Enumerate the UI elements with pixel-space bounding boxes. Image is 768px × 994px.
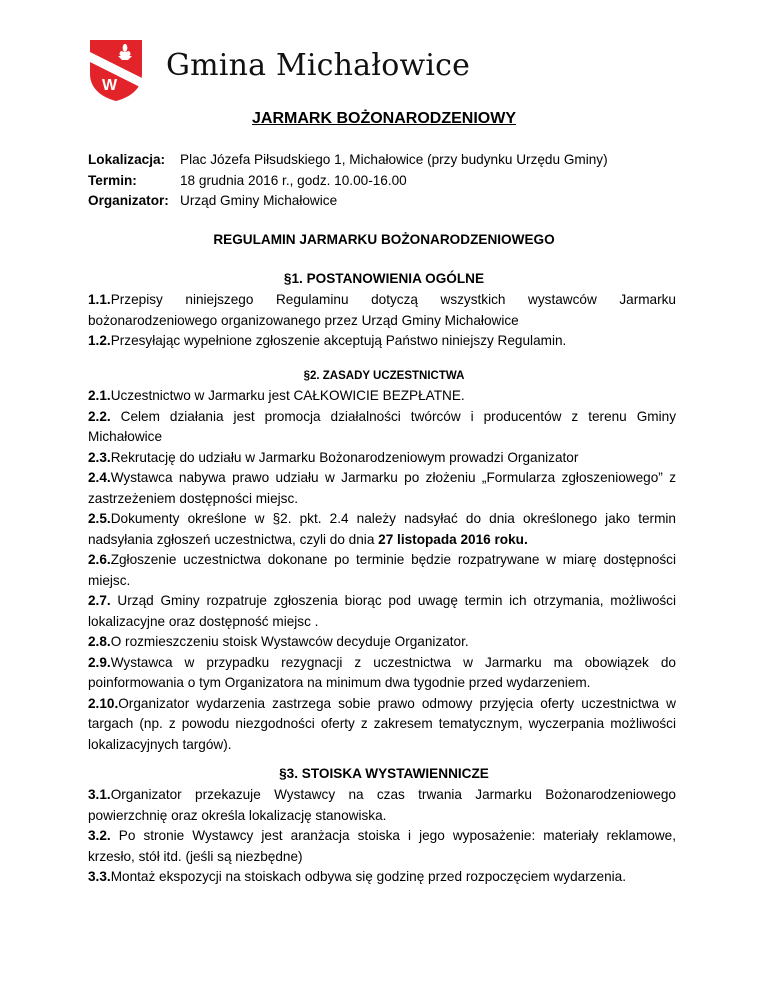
paragraph: 2.7. Urząd Gminy rozpatruje zgłoszenia biorąc pod uwagę termin ich otrzymania, możliwości lokalizacyjne oraz dostępność miejsc . <box>88 593 676 629</box>
info-value: 18 grudnia 2016 r., godz. 10.00-16.00 <box>180 172 407 188</box>
event-title: JARMARK BOŻONARODZENIOWY <box>252 110 516 127</box>
info-value: Plac Józefa Piłsudskiego 1, Michałowice (przy budynku Urzędu Gminy) <box>180 152 608 167</box>
info-value: Urząd Gminy Michałowice <box>180 193 338 208</box>
paragraph: 2.1.Uczestnictwo w Jarmarku jest CAŁKOWICIE BEZPŁATNE. <box>88 388 465 403</box>
paragraph: 2.8.O rozmieszczeniu stoisk Wystawców decyduje Organizator. <box>88 634 469 649</box>
municipality-title: Gmina Michałowice <box>166 48 471 83</box>
info-label: Organizator: <box>88 193 169 208</box>
paragraph: 2.5.Dokumenty określone w §2. pkt. 2.4 należy nadsyłać do dnia określonego jako termin nadsyłania zgłoszeń uczestnictwa, czyli do dnia 27 listopada 2016 roku. <box>88 511 676 547</box>
info-row-organizer <box>88 191 608 212</box>
event-info <box>88 150 608 212</box>
paragraph: 1.1.Przepisy niniejszego Regulaminu dotyczą wszystkich wystawców Jarmarku bożonarodzeniowego organizowanego przez Urząd Gminy Michałowice <box>88 292 676 328</box>
section-title: §1. POSTANOWIENIA OGÓLNE <box>283 271 485 286</box>
coat-of-arms-icon <box>88 38 144 102</box>
paragraph: 2.4.Wystawca nabywa prawo udziału w Jarmarku po złożeniu „Formularza zgłoszeniowego” z zastrzeżeniem dostępności miejsc. <box>88 470 676 506</box>
paragraph: 2.2. Celem działania jest promocja działalności twórców i producentów z terenu Gminy Michałowice <box>88 408 676 444</box>
section-title: §2. ZASADY UCZESTNICTWA <box>303 370 465 382</box>
section-2-body <box>88 386 676 755</box>
paragraph: 3.2. Po stronie Wystawcy jest aranżacja stoiska i jego wyposażenie: materiały reklamowe, krzesło, stół itd. (jeśli są niezbędne) <box>88 828 676 864</box>
paragraph: 1.2.Przesyłając wypełnione zgłoszenie akceptują Państwo niniejszy Regulamin. <box>88 333 567 348</box>
paragraph: 2.9.Wystawca w przypadku rezygnacji z uczestnictwa w Jarmarku ma obowiązek do poinformowania o tym Organizatora na minimum dwa tygodnie przed wydarzeniem. <box>88 654 676 690</box>
info-row-date <box>88 171 608 192</box>
paragraph: 3.3.Montaż ekspozycji na stoiskach odbywa się godzinę przed rozpoczęciem wydarzenia. <box>88 869 626 884</box>
section-title: §3. STOISKA WYSTAWIENNICZE <box>279 766 489 781</box>
section-3-body <box>88 785 676 888</box>
paragraph: 2.3.Rekrutację do udziału w Jarmarku Bożonarodzeniowym prowadzi Organizator <box>88 449 579 465</box>
paragraph: 2.6.Zgłoszenie uczestnictwa dokonane po terminie będzie rozpatrywane w miarę dostępności miejsc. <box>88 552 676 588</box>
info-label: Lokalizacja: <box>88 152 166 167</box>
paragraph: 3.1.Organizator przekazuje Wystawcy na czas trwania Jarmarku Bożonarodzeniowego powierzchnię oraz określa lokalizację stanowiska. <box>88 787 676 823</box>
shield-letter: W <box>102 77 118 94</box>
paragraph: 2.10.Organizator wydarzenia zastrzega sobie prawo odmowy przyjęcia oferty uczestnictwa w targach (np. z powodu niezgodności oferty z zakresem tematycznym, wyczerpania możliwości lokalizacyjnych targów). <box>88 695 676 752</box>
regulation-title: REGULAMIN JARMARKU BOŻONARODZENIOWEGO <box>213 232 555 247</box>
info-row-location <box>88 150 608 171</box>
section-1-body <box>88 290 676 352</box>
info-label: Termin: <box>88 172 137 188</box>
